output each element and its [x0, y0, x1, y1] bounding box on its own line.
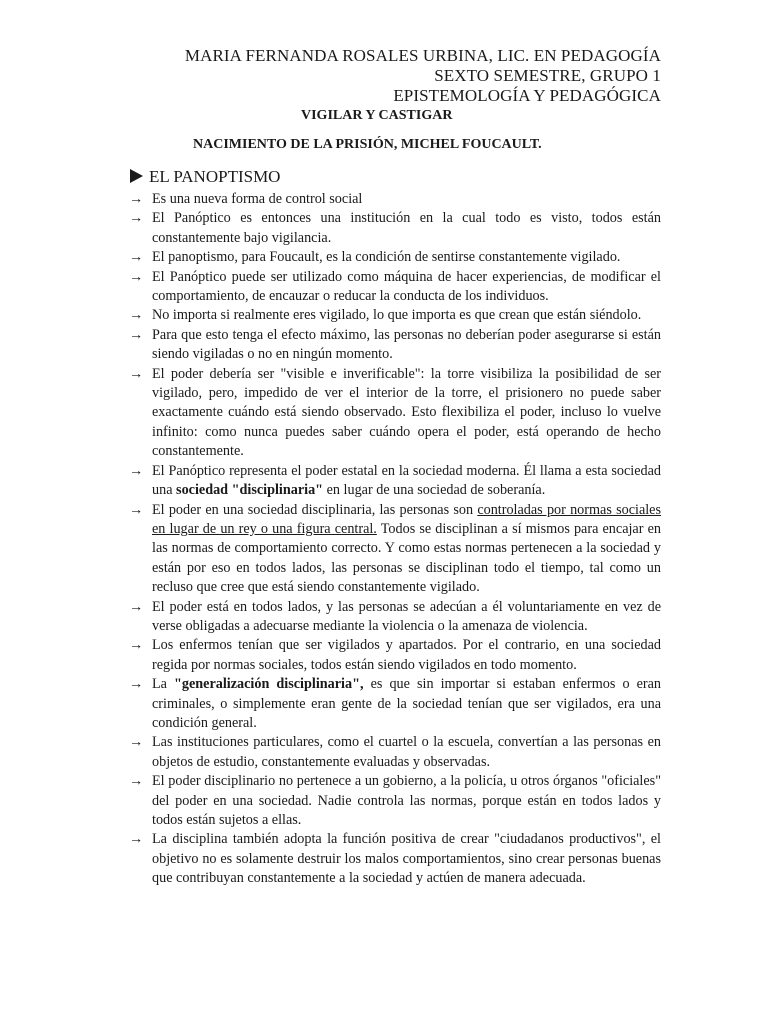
book-title-text: VIGILAR Y CASTIGAR — [301, 108, 453, 123]
arrow-bullet-icon: → — [129, 191, 144, 207]
triangle-bullet-icon — [130, 169, 143, 183]
list-item-text: Es una nueva forma de control social — [152, 191, 363, 207]
list-item-text: El poder en una sociedad disciplinaria, las personas son — [152, 501, 478, 518]
arrow-bullet-icon: → — [129, 326, 144, 343]
list-item — [129, 462, 661, 501]
arrow-bullet-icon: → — [129, 307, 144, 324]
arrow-bullet-icon: → — [129, 831, 144, 848]
list-item-text: La disciplina también adopta la función positiva de crear "ciudadanos productivos", el objetivo no es solamente destruir los malos comportamientos, sino crear personas buenas que contribuyan constantemente a la sociedad y actúen de manera adecuada. — [152, 831, 661, 887]
list-item-text: Los enfermos tenían que ser vigilados y apartados. Por el contrario, en una sociedad regida por normas sociales, todos están siendo vigilados en todo momento. — [152, 637, 661, 673]
arrow-bullet-icon: → — [129, 268, 144, 285]
list-item-text: en lugar de una sociedad de soberanía. — [323, 482, 546, 499]
list-item-text: El poder disciplinario no pertenece a un gobierno, a la policía, u otros órganos "oficiales" del poder en una sociedad. Nadie controla las normas, porque están en todos lados y todos están sujetos a ellas. — [152, 773, 661, 828]
arrow-bullet-icon: → — [129, 676, 144, 693]
list-item — [129, 306, 661, 325]
list-item-text: es que sin importar si estaban enfermos o eran criminales, o simplemente eran gente de la sociedad tenían que ser vigilados, era una condición general. — [152, 676, 662, 731]
arrow-bullet-icon: → — [129, 598, 144, 615]
list-item-text: El Panóptico es entonces una institución en la cual todo es visto, todos están constantemente bajo vigilancia. — [152, 210, 661, 246]
arrow-bullet-icon: → — [129, 210, 144, 227]
list-item — [129, 830, 661, 888]
list-item-text: Todos se disciplinan a sí mismos para encajar en las normas de comportamiento correcto. Y como estas normas pertenecen a la sociedad y están por eso en todos lados, las personas se disciplinan todo el tiempo, tal como un recluso que cree que está siendo constantemente vigilado. — [152, 520, 661, 596]
list-item-text: Para que esto tenga el efecto máximo, las personas no deberían poder asegurarse si están siendo vigiladas o no en ningún momento. — [152, 326, 661, 363]
bold-term: sociedad "disciplinaria" — [176, 482, 324, 499]
list-item — [129, 326, 661, 365]
bullet-list — [129, 190, 661, 889]
list-item — [129, 675, 661, 733]
course-line: EPISTEMOLOGÍA Y PEDAGÓGICA — [393, 86, 661, 105]
list-item — [129, 733, 661, 772]
semester-line: SEXTO SEMESTRE, GRUPO 1 — [434, 66, 661, 85]
list-item-text: La — [152, 676, 175, 693]
section-heading — [130, 167, 280, 187]
list-item-text: El poder debería ser "visible e inverificable": la torre visibiliza la posibilidad de ser vigilado, pero, impedido de ver el interior de la torre, el prisionero no puede saber exactamente cuándo está siendo observado. Esto flexibiliza el poder, incluso lo vuelve infinito: como nunca puedes saber cuándo opera el poder, está operando de hecho constantemente. — [152, 365, 661, 460]
list-item — [129, 501, 661, 598]
list-item — [129, 209, 661, 248]
list-item-text: El poder está en todos lados, y las personas se adecúan a él voluntariamente en vez de verse obligadas a adecuarse mediante la violencia o la amenaza de violencia. — [152, 598, 661, 634]
list-item — [129, 190, 661, 209]
arrow-bullet-icon: → — [129, 462, 144, 479]
book-subtitle-text: NACIMIENTO DE LA PRISIÓN, MICHEL FOUCAULT. — [193, 137, 542, 152]
list-item — [129, 598, 661, 637]
bold-term: "generalización disciplinaria", — [174, 676, 364, 693]
list-item-text: No importa si realmente eres vigilado, lo que importa es que crean que están siéndolo. — [152, 307, 642, 324]
arrow-bullet-icon: → — [129, 249, 144, 266]
underlined-phrase: controladas por normas sociales en lugar de un rey o una figura central. — [152, 501, 661, 537]
arrow-bullet-icon: → — [129, 637, 144, 654]
list-item — [129, 268, 661, 307]
list-item-text: El panoptismo, para Foucault, es la condición de sentirse constantemente vigilado. — [152, 249, 621, 266]
list-item-text: Las instituciones particulares, como el cuartel o la escuela, convertían a las personas en objetos de estudio, constantemente evaluadas y observadas. — [152, 734, 661, 770]
arrow-bullet-icon: → — [129, 501, 144, 518]
arrow-bullet-icon: → — [129, 365, 144, 382]
list-item-text: El Panóptico representa el poder estatal en la sociedad moderna. Él llama a esta sociedad una — [152, 462, 661, 499]
author-line: MARIA FERNANDA ROSALES URBINA, LIC. EN PEDAGOGÍA — [184, 46, 661, 65]
list-item-text: El Panóptico puede ser utilizado como máquina de hacer experiencias, de modificar el comportamiento, de encauzar o reducar la conducta de los individuos. — [152, 268, 661, 305]
list-item — [129, 248, 661, 267]
section-heading-text: EL PANOPTISMO — [149, 167, 281, 186]
document-header — [185, 46, 661, 106]
arrow-bullet-icon: → — [129, 734, 144, 751]
list-item — [129, 365, 661, 462]
list-item — [129, 772, 661, 830]
list-item — [129, 636, 661, 675]
arrow-bullet-icon: → — [129, 773, 144, 790]
